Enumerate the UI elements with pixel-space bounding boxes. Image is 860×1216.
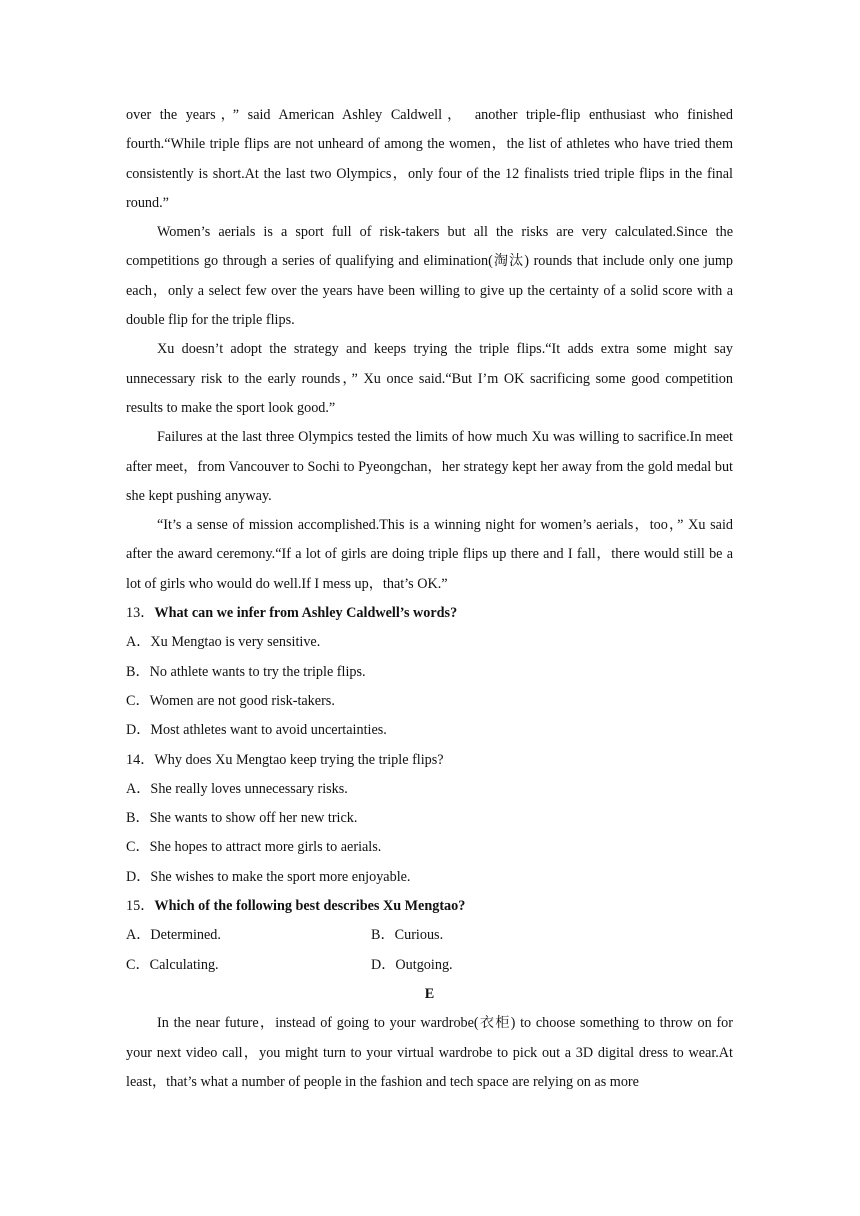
question-15-options-row-1: [126, 921, 733, 950]
question-stem: Why does Xu Mengtao keep trying the triple flips?: [154, 751, 444, 768]
question-14: [126, 746, 733, 775]
question-14-option-b: B．She wants to show off her new trick.: [126, 810, 358, 827]
passage-e-paragraph-1: In the near future，instead of going to your wardrobe(衣柜) to choose something to throw on for your next video call，you might turn to your virtual wardrobe to pick out a 3D digital dress to wear.At least，that’s what a number of people in the fashion and tech space are relying on as more: [126, 1015, 733, 1090]
question-13-option-c: C．Women are not good risk-takers.: [126, 692, 335, 709]
question-14-option-c: C．She hopes to attract more girls to aerials.: [126, 839, 382, 856]
passage-d-paragraph-5: “It’s a sense of mission accomplished.This is a winning night for women’s aerials，too，” Xu said after the award ceremony.“If a lot of girls are doing triple flips up there and I fall，there would still be a lot of girls who would do well.If I mess up，that’s OK.”: [126, 517, 733, 592]
passage-d-paragraph-4: Failures at the last three Olympics tested the limits of how much Xu was willing to sacrifice.In meet after meet，from Vancouver to Sochi to Pyeongchan，her strategy kept her away from the gold medal but she kept pushing anyway.: [126, 429, 733, 504]
question-15: [126, 892, 733, 921]
question-stem: Which of the following best describes Xu Mengtao?: [154, 898, 466, 915]
question-15-options-row-2: [126, 951, 733, 980]
question-15-option-c: C．Calculating.: [126, 956, 219, 973]
passage-d-paragraph-1: over the years，” said American Ashley Caldwell， another triple-flip enthusiast who finished fourth.“While triple flips are not unheard of among the women，the list of athletes who have tried them consistently is short.At the last two Olympics，only four of the 12 finalists tried triple flips in the final round.”: [126, 107, 733, 211]
question-13: [126, 599, 733, 628]
question-number: 15．: [126, 898, 155, 915]
passage-d-paragraph-3: Xu doesn’t adopt the strategy and keeps trying the triple flips.“It adds extra some might say unnecessary risk to the early rounds，” Xu once said.“But I’m OK sacrificing some good competition results to make the sport look good.”: [126, 341, 733, 416]
question-15-option-a: A．Determined.: [126, 927, 221, 944]
question-14-option-d: D．She wishes to make the sport more enjoyable.: [126, 868, 411, 885]
question-14-option-a: A．She really loves unnecessary risks.: [126, 780, 348, 797]
question-number: 14．: [126, 751, 155, 768]
question-13-option-d: D．Most athletes want to avoid uncertainties.: [126, 722, 387, 739]
page-content: [126, 101, 733, 1097]
question-15-option-b: B．Curious.: [371, 927, 444, 944]
passage-e-title: E: [424, 985, 435, 1002]
question-13-option-a: A．Xu Mengtao is very sensitive.: [126, 634, 321, 651]
question-number: 13．: [126, 605, 155, 622]
question-15-option-d: D．Outgoing.: [371, 956, 453, 973]
passage-d-paragraph-2: Women’s aerials is a sport full of risk-takers but all the risks are very calculated.Since the competitions go through a series of qualifying and elimination(淘汰) rounds that include only one jump each，only a select few over the years have been willing to give up the certainty of a solid score with a double flip for the triple flips.: [126, 224, 733, 329]
question-stem: What can we infer from Ashley Caldwell’s words?: [154, 605, 458, 622]
question-13-option-b: B．No athlete wants to try the triple flips.: [126, 663, 366, 680]
